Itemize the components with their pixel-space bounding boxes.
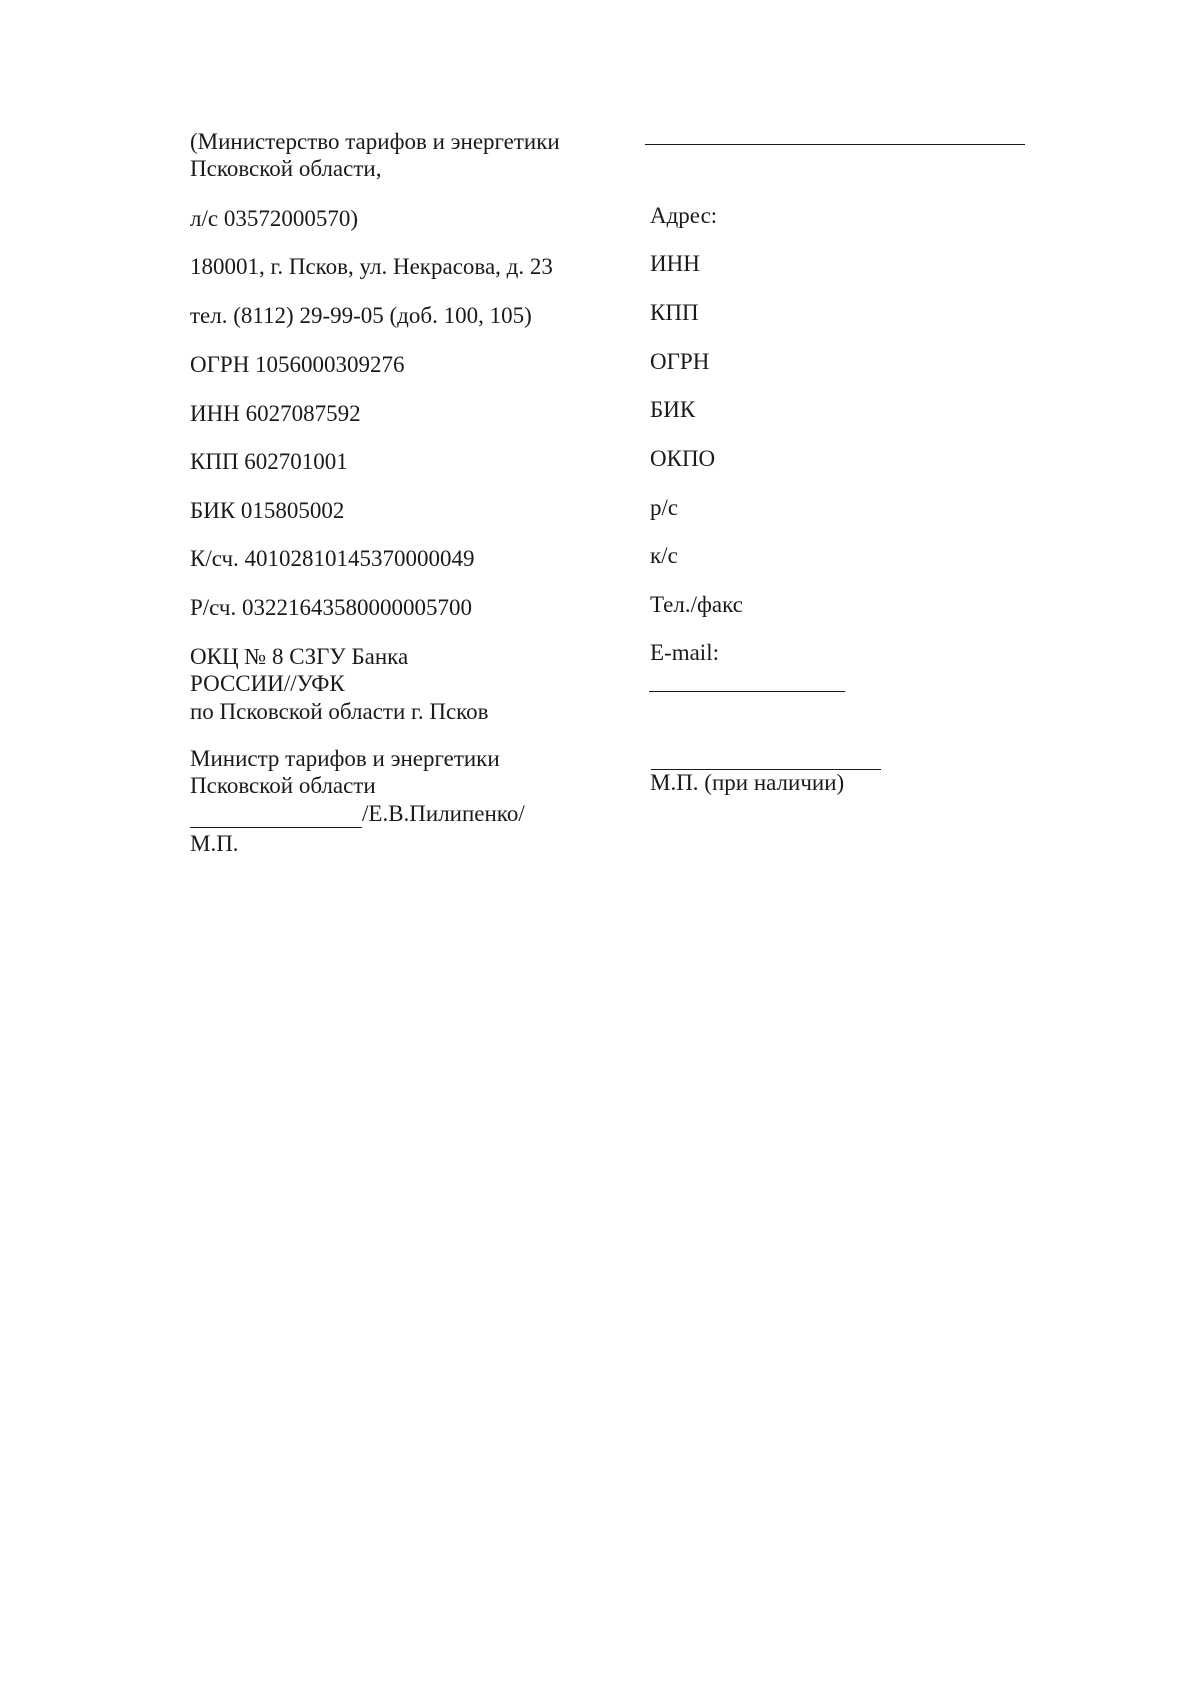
rs-label: р/с [650, 495, 679, 520]
signer-name: /Е.В.Пилипенко/ [362, 801, 525, 826]
org-address: 180001, г. Псков, ул. Некрасова, д. 23 [190, 254, 553, 279]
org-phone: тел. (8112) 29-99-05 (доб. 100, 105) [190, 303, 532, 328]
stamp-place: М.П. [190, 831, 239, 856]
telfax-label: Тел./факс [650, 592, 743, 617]
email-label: E-mail: [650, 640, 719, 665]
bank-line-2: РОССИИ//УФК [190, 671, 345, 696]
counterparty-name-blank [645, 144, 1025, 145]
inn-label: ИНН [650, 251, 700, 276]
org-name-line-1: (Министерство тарифов и энергетики [190, 129, 560, 154]
personal-account: л/с 03572000570) [190, 206, 358, 231]
org-bik: БИК 015805002 [190, 498, 345, 523]
org-settlement-account: Р/сч. 03221643580000005700 [190, 595, 472, 620]
ks-label: к/с [650, 543, 678, 568]
org-ogrn: ОГРН 1056000309276 [190, 352, 405, 377]
counterparty-stamp-label: М.П. (при наличии) [650, 770, 845, 795]
org-kpp: КПП 602701001 [190, 449, 348, 474]
signer-title-line-2: Псковской области [190, 773, 376, 798]
okpo-label: ОКПО [650, 446, 716, 471]
org-inn: ИНН 6027087592 [190, 401, 361, 426]
ogrn-label: ОГРН [650, 349, 710, 374]
bik-label: БИК [650, 397, 696, 422]
address-label: Адрес: [650, 203, 718, 228]
bank-line-3: по Псковской области г. Псков [190, 699, 489, 724]
signature-blank [190, 805, 362, 828]
org-name-line-2: Псковской области, [190, 156, 382, 181]
signature-row [190, 800, 525, 828]
kpp-label: КПП [650, 300, 699, 325]
email-blank [649, 691, 845, 692]
bank-line-1: ОКЦ № 8 СЗГУ Банка [190, 644, 409, 669]
org-correspondent-account: К/сч. 40102810145370000049 [190, 546, 475, 571]
signer-title-line-1: Министр тарифов и энергетики [190, 746, 500, 771]
